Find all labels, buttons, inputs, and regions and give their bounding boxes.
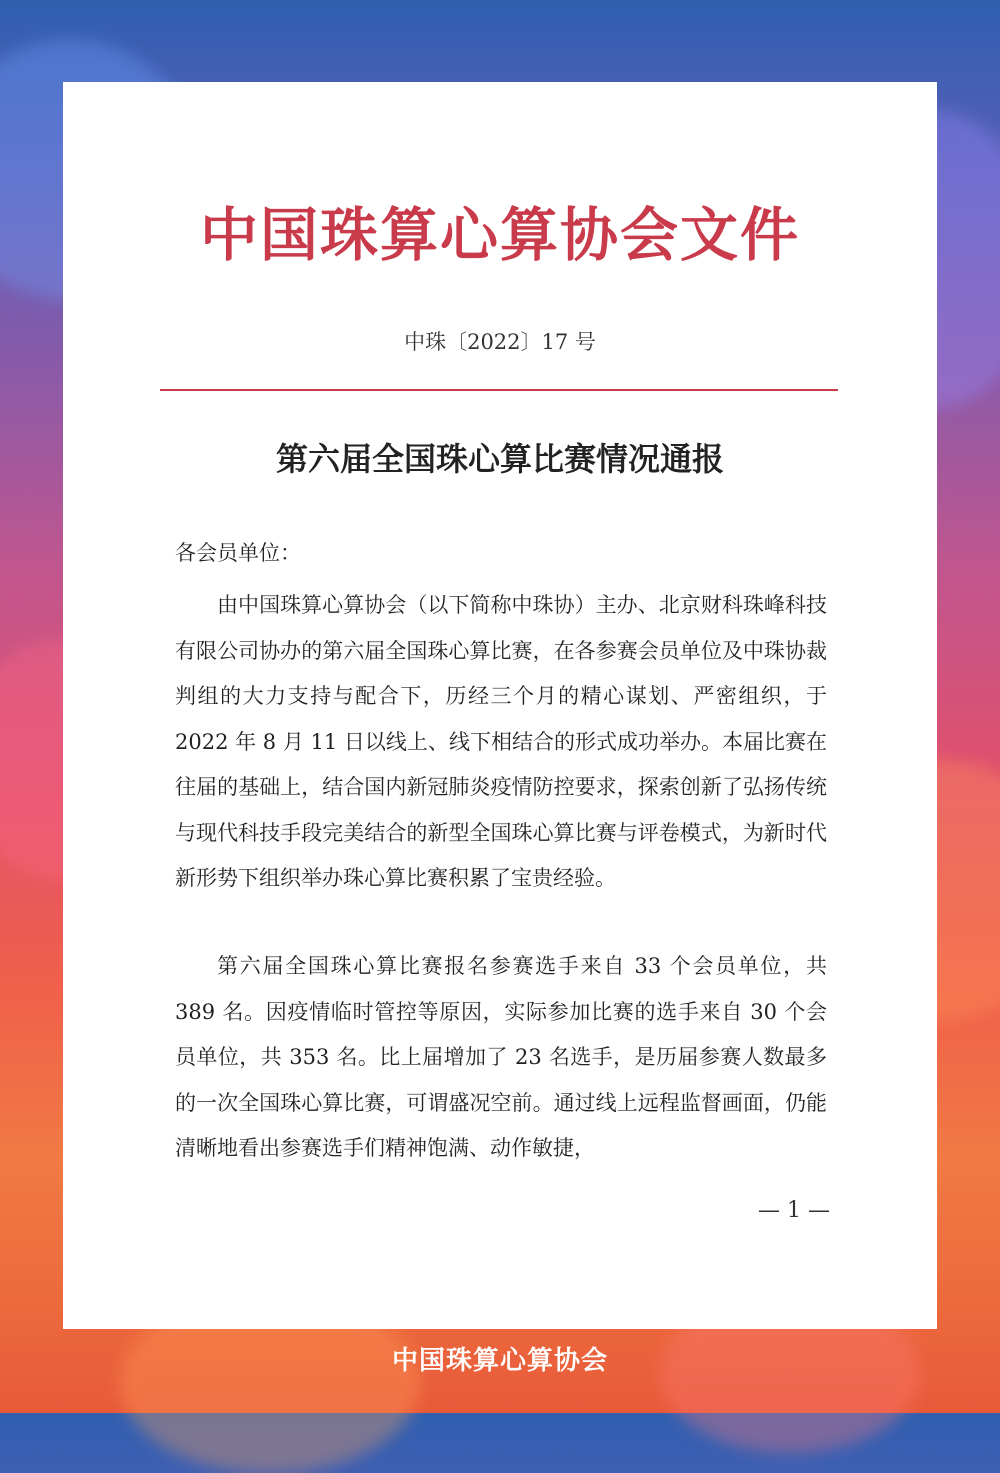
page-number: — 1 — [758,1198,830,1223]
document-header: 中国珠算心算协会文件 [199,201,800,269]
body-paragraph: 第六届全国珠心算比赛报名参赛选手来自 33 个会员单位，共 389 名。因疫情临时管控等原因，实际参加比赛的选手来自 30 个会员单位，共 353 名。比上届增加了 23 名选手，是历届参赛人数最多的一次全国珠心算比赛，可谓盛况空前。通过线上远程监督画面，仍能清晰地看出参赛选手们精神饱满、动作敏捷， [175,954,827,1160]
document-number: 中珠〔2022〕17 号 [404,330,596,354]
header-divider [160,389,838,391]
body-paragraph: 由中国珠算心算协会（以下简称中珠协）主办、北京财科珠峰科技有限公司协办的第六届全国珠心算比赛，在各参赛会员单位及中珠协裁判组的大力支持与配合下，历经三个月的精心谋划、严密组织，于 2022 年 8 月 11 日以线上、线下相结合的形式成功举办。本届比赛在往届的基础上，结合国内新冠肺炎疫情防控要求，探索创新了弘扬传统与现代科技手段完美结合的新型全国珠心算比赛与评卷模式，为新时代新形势下组织举办珠心算比赛积累了宝贵经验。 [175,593,827,890]
document-title: 第六届全国珠心算比赛情况通报 [275,440,724,478]
salutation: 各会员单位： [175,541,301,565]
footer-brand-logo: 中国珠算心算协会 [391,1346,608,1376]
